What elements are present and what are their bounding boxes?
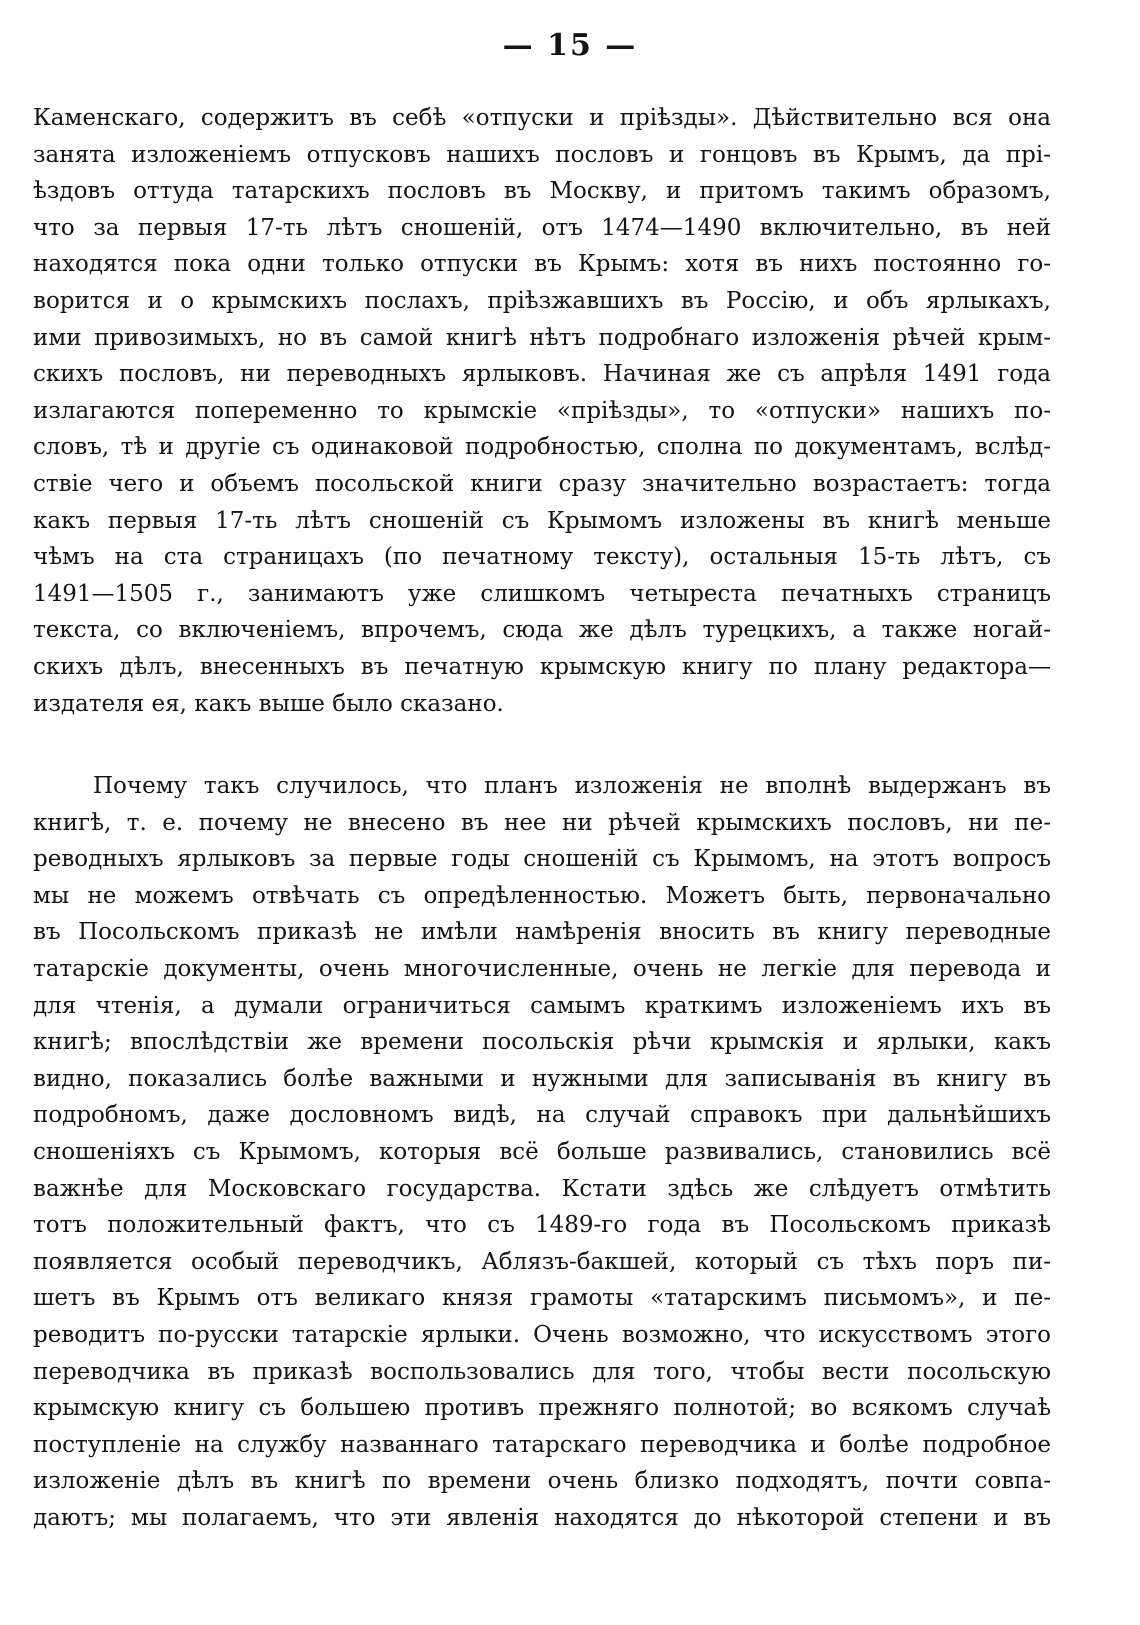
text-line: появляется особый переводчикъ, Аблязъ-бакшей, который съ тѣхъ поръ пи- <box>33 1248 1051 1275</box>
text-line: излагаются попеременно то крымскіе «пріѣзды», то «отпуски» нашихъ по- <box>33 397 1051 424</box>
text-line: реводитъ по-русски татарскіе ярлыки. Очень возможно, что искусствомъ этого <box>33 1321 1051 1348</box>
text-line: важнѣе для Московскаго государства. Кстати здѣсь же слѣдуетъ отмѣтить <box>33 1175 1051 1202</box>
text-line: находятся пока одни только отпуски въ Крымъ: хотя въ нихъ постоянно го- <box>33 251 1051 278</box>
text-line: реводныхъ ярлыковъ за первые годы сношеній съ Крымомъ, на этотъ вопросъ <box>33 846 1051 873</box>
text-line: даютъ; мы полагаемъ, что эти явленія находятся до нѣкоторой степени и въ <box>33 1504 1051 1531</box>
text-line: для чтенія, а думали ограничиться самымъ краткимъ изложеніемъ ихъ въ <box>33 992 1051 1019</box>
text-line: подробномъ, даже дословномъ видѣ, на случай справокъ при дальнѣйшихъ <box>33 1102 1051 1129</box>
text-line: словъ, тѣ и другіе съ одинаковой подробностью, сполна по документамъ, вслѣд- <box>33 434 1051 461</box>
text-line: мы не можемъ отвѣчать съ опредѣленностью. Можетъ быть, первоначально <box>33 882 1051 909</box>
text-line: ими привозимыхъ, но въ самой книгѣ нѣтъ подробнаго изложенія рѣчей крым- <box>33 324 1051 351</box>
text-line: тотъ положительный фактъ, что съ 1489-го года въ Посольскомъ приказѣ <box>33 1212 1051 1239</box>
text-line: занята изложеніемъ отпусковъ нашихъ пословъ и гонцовъ въ Крымъ, да прі- <box>33 141 1051 168</box>
text-line: ворится и о крымскихъ послахъ, пріѣзжавшихъ въ Россію, и объ ярлыкахъ, <box>33 287 1051 314</box>
text-line: книгѣ; впослѣдствіи же времени посольскія рѣчи крымскія и ярлыки, какъ <box>33 1029 1051 1056</box>
text-line: книгѣ, т. е. почему не внесено въ нее ни рѣчей крымскихъ пословъ, ни пе- <box>33 809 1051 836</box>
text-line: переводчика въ приказѣ воспользовались для того, чтобы вести посольскую <box>33 1358 1051 1385</box>
text-line: въ Посольскомъ приказѣ не имѣли намѣренія вносить въ книгу переводные <box>33 919 1051 946</box>
text-line: чѣмъ на ста страницахъ (по печатному тексту), остальныя 15-ть лѣтъ, съ <box>33 544 1051 571</box>
text-line: что за первыя 17-ть лѣтъ сношеній, отъ 1474—1490 включительно, въ ней <box>33 214 1051 241</box>
text-line: текста, со включеніемъ, впрочемъ, сюда же дѣлъ турецкихъ, а также ногай- <box>33 617 1051 644</box>
text-line: сношеніяхъ съ Крымомъ, которыя всё больше развивались, становились всё <box>33 1138 1051 1165</box>
text-line: Каменскаго, содержитъ въ себѣ «отпуски и пріѣзды». Дѣйствительно вся она <box>33 105 1051 131</box>
text-line: издателя ея, какъ выше было сказано. <box>33 690 504 717</box>
text-line: ѣздовъ оттуда татарскихъ пословъ въ Москву, и притомъ такимъ образомъ, <box>33 178 1051 205</box>
text-line: шетъ въ Крымъ отъ великаго князя грамоты «татарскимъ письмомъ», и пе- <box>33 1285 1051 1312</box>
text-line: 1491—1505 г., занимаютъ уже слишкомъ четыреста печатныхъ страницъ <box>33 580 1051 607</box>
text-line: Почему такъ случилось, что планъ изложенія не вполнѣ выдержанъ въ <box>93 773 1051 799</box>
text-line: скихъ дѣлъ, внесенныхъ въ печатную крымскую книгу по плану редактора— <box>33 653 1051 680</box>
paragraph-2 <box>33 768 1051 1536</box>
paragraph-1 <box>33 100 1051 722</box>
text-line: татарскіе документы, очень многочисленные, очень не легкіе для перевода и <box>33 955 1051 982</box>
text-line: какъ первыя 17-ть лѣтъ сношеній съ Крымомъ изложены въ книгѣ меньше <box>33 507 1051 534</box>
text-line: крымскую книгу съ большею противъ прежняго полнотой; во всякомъ случаѣ <box>33 1395 1051 1422</box>
text-line: поступленіе на службу названнаго татарскаго переводчика и болѣе подробное <box>33 1431 1051 1458</box>
text-line: скихъ пословъ, ни переводныхъ ярлыковъ. Начиная же съ апрѣля 1491 года <box>33 361 1051 388</box>
text-line: ствіе чего и объемъ посольской книги сразу значительно возрастаетъ: тогда <box>33 470 1051 497</box>
page-number: — 15 — <box>502 28 638 63</box>
text-line: изложеніе дѣлъ въ книгѣ по времени очень близко подходятъ, почти совпа- <box>33 1468 1051 1495</box>
text-line: видно, показались болѣе важными и нужными для записыванія въ книгу въ <box>33 1065 1051 1092</box>
